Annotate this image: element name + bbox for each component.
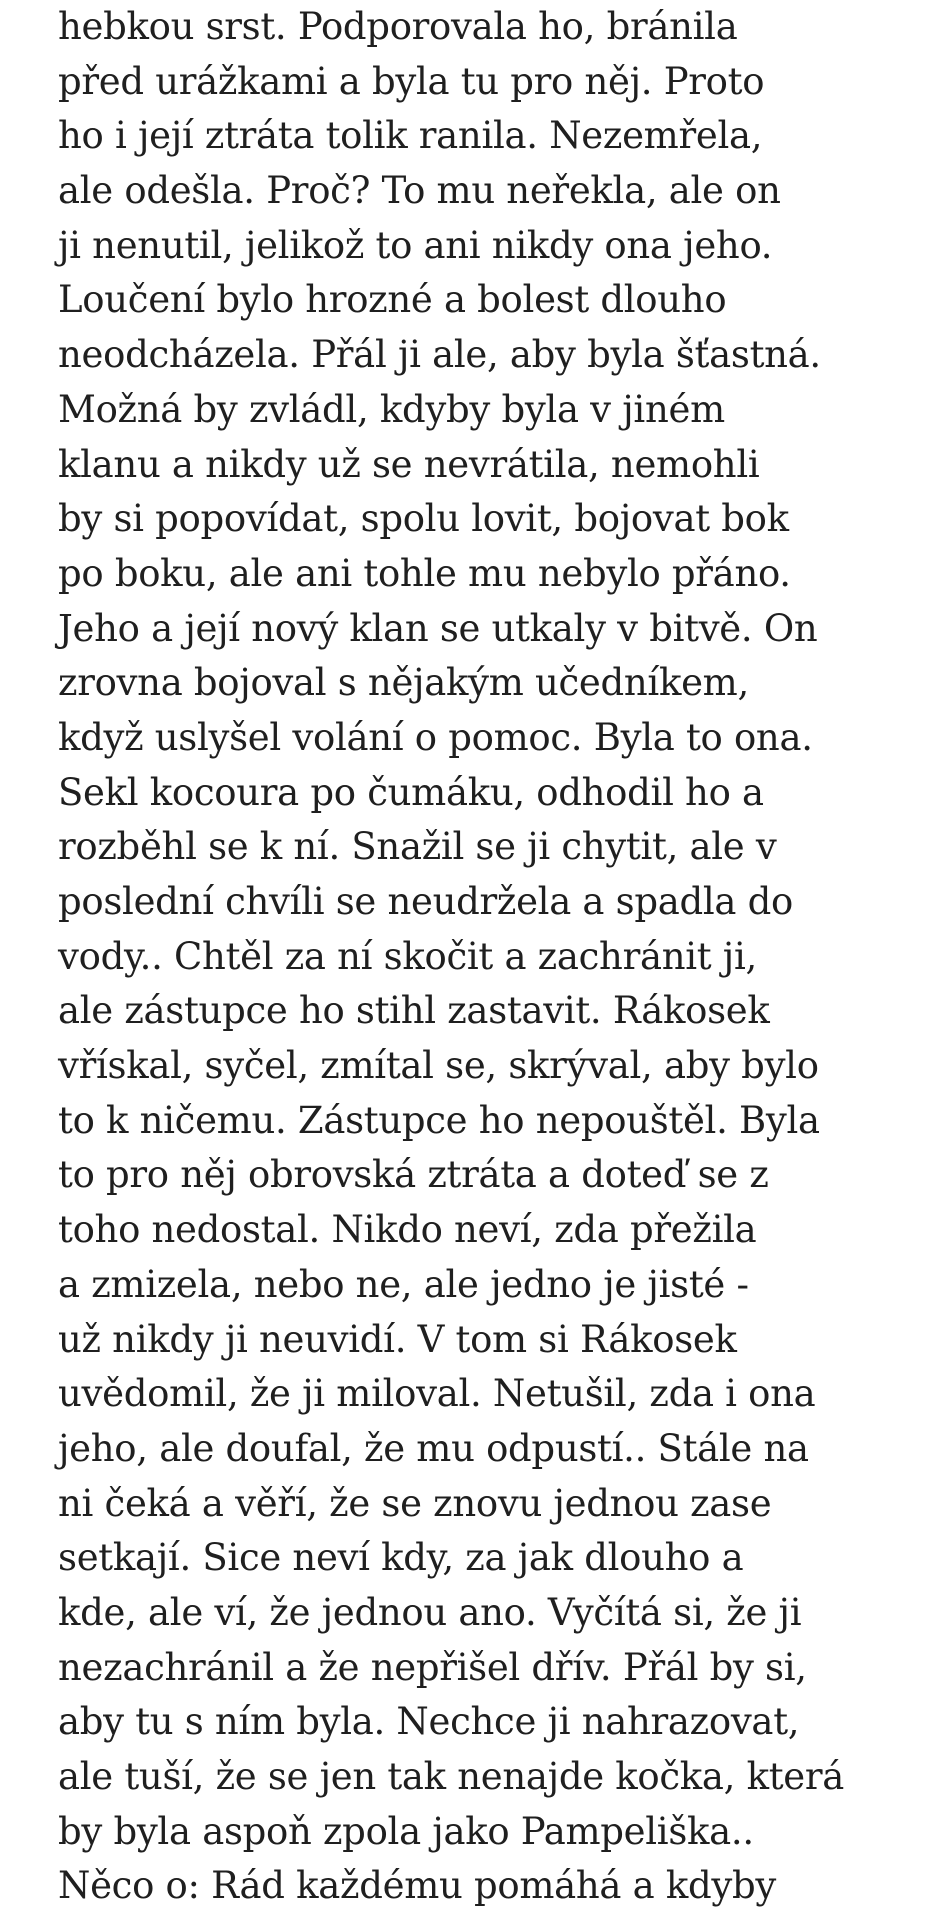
story-line: klanu a nikdy už se nevrátila, nemohli — [58, 442, 760, 486]
story-line: by byla aspoň zpola jako Pampeliška.. — [58, 1809, 754, 1853]
story-line: po boku, ale ani tohle mu nebylo přáno. — [58, 551, 791, 595]
story-line: už nikdy ji neuvidí. V tom si Rákosek — [58, 1317, 737, 1361]
story-line: ale odešla. Proč? To mu neřekla, ale on — [58, 169, 781, 213]
story-line: když uslyšel volání o pomoc. Byla to ona. — [58, 715, 813, 759]
story-line: hebkou srst. Podporovala ho, bránila — [58, 5, 738, 48]
story-line: vřískal, syčel, zmítal se, skrýval, aby bylo — [58, 1044, 819, 1088]
story-line: ho i její ztráta tolik ranila. Nezemřela, — [58, 114, 763, 158]
story-line: by si popovídat, spolu lovit, bojovat bok — [58, 497, 789, 541]
story-line: ale zástupce ho stihl zastavit. Rákosek — [58, 989, 770, 1033]
story-line: to k ničemu. Zástupce ho nepouštěl. Byla — [58, 1098, 820, 1142]
story-line: jeho, ale doufal, že mu odpustí.. Stále na — [58, 1426, 809, 1470]
story-line: před urážkami a byla tu pro něj. Proto — [58, 59, 765, 103]
story-line: Možná by zvládl, kdyby byla v jiném — [58, 387, 725, 431]
story-line: vody.. Chtěl za ní skočit a zachránit ji, — [58, 934, 757, 978]
story-line: rozběhl se k ní. Snažil se ji chytit, ale v — [58, 825, 777, 869]
story-line: ji nenutil, jelikož to ani nikdy ona jeho. — [58, 223, 773, 267]
story-line: setkají. Sice neví kdy, za jak dlouho a — [58, 1536, 744, 1580]
story-line: neodcházela. Přál ji ale, aby byla šťastná. — [58, 333, 821, 377]
story-line: poslední chvíli se neudržela a spadla do — [58, 880, 793, 923]
story-line: a zmizela, nebo ne, ale jedno je jisté - — [58, 1262, 749, 1306]
story-line: toho nedostal. Nikdo neví, zda přežila — [58, 1208, 757, 1252]
story-line: Loučení bylo hrozné a bolest dlouho — [58, 278, 727, 322]
story-line: ni čeká a věří, že se znovu jednou zase — [58, 1481, 772, 1525]
story-line: kde, ale ví, že jednou ano. Vyčítá si, že ji — [58, 1590, 802, 1634]
story-line: to pro něj obrovská ztráta a doteď se z — [58, 1153, 769, 1197]
story-line: ale tuší, že se jen tak nenajde kočka, která — [58, 1755, 845, 1798]
story-line: Jeho a její nový klan se utkaly v bitvě. On — [58, 606, 818, 650]
story-line: aby tu s ním byla. Nechce ji nahrazovat, — [58, 1700, 800, 1744]
story-text-block — [58, 0, 918, 1914]
story-line: Něco o: Rád každému pomáhá a kdyby — [58, 1864, 776, 1908]
story-line: Sekl kocoura po čumáku, odhodil ho a — [58, 770, 764, 814]
story-line: nezachránil a že nepřišel dřív. Přál by si, — [58, 1645, 807, 1689]
story-line: zrovna bojoval s nějakým učedníkem, — [58, 661, 749, 705]
story-line: uvědomil, že ji miloval. Netušil, zda i ona — [58, 1372, 816, 1416]
